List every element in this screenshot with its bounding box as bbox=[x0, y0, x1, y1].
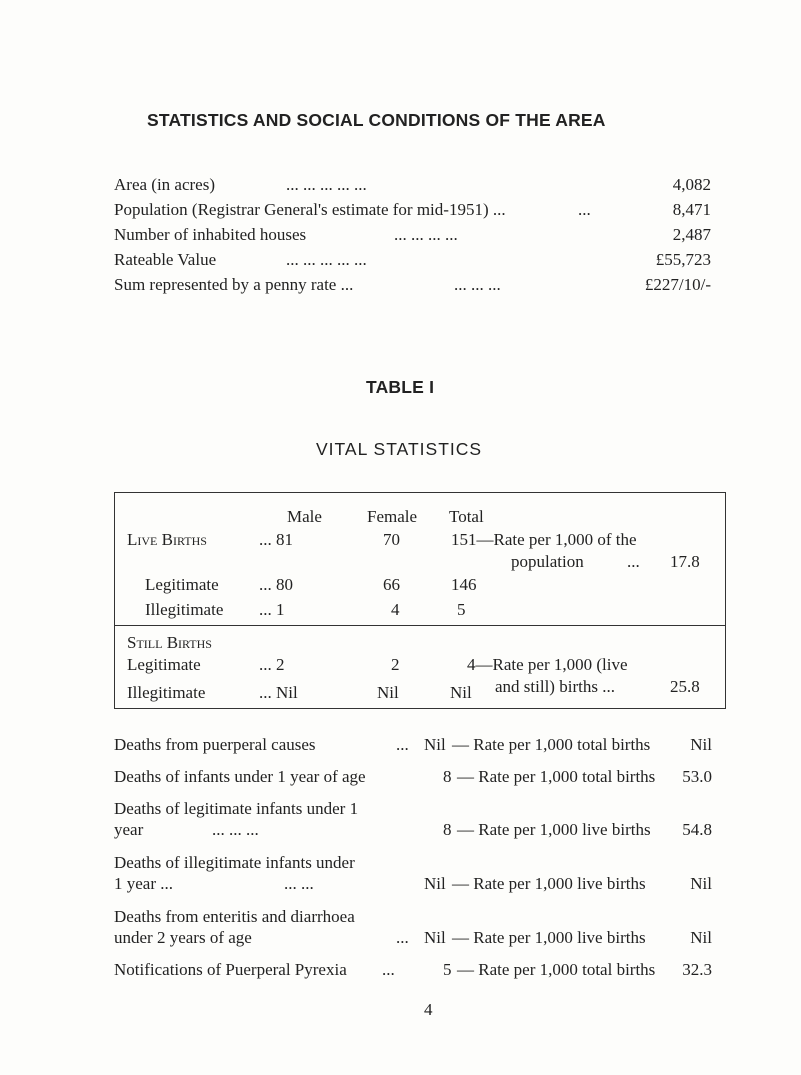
deaths-list bbox=[114, 735, 712, 1035]
death-row-label-2: 1 year ... bbox=[114, 874, 174, 893]
death-row-label: Deaths of legitimate infants under 1 bbox=[114, 799, 359, 818]
live-legitimate-label: Legitimate bbox=[145, 575, 219, 594]
table-divider bbox=[115, 625, 725, 626]
header-male: Male bbox=[287, 507, 322, 526]
death-row-label: Deaths from enteritis and diarrhoea bbox=[114, 907, 355, 926]
death-row-label: Deaths of illegitimate infants under bbox=[114, 853, 355, 872]
death-row-count: Nil bbox=[424, 928, 446, 947]
still-births-label: Still Births bbox=[127, 633, 212, 652]
death-row-rate-value: Nil bbox=[690, 735, 712, 754]
death-row-rate-text: — Rate per 1,000 live births bbox=[457, 820, 651, 839]
death-row-label: Notifications of Puerperal Pyrexia bbox=[114, 960, 347, 979]
death-row-rate-value: 32.3 bbox=[682, 960, 712, 979]
still-legitimate-label: Legitimate bbox=[127, 655, 201, 674]
still-illegitimate-label: Illegitimate bbox=[127, 683, 206, 702]
still-births-rate-value: 25.8 bbox=[670, 677, 700, 696]
death-row-dots: ... ... ... bbox=[212, 820, 259, 839]
stat-leader-dots: ... ... ... bbox=[454, 275, 501, 294]
live-legitimate-female: 66 bbox=[383, 575, 400, 594]
live-births-total-value: 151 bbox=[451, 530, 477, 549]
death-row-rate-value: 53.0 bbox=[682, 767, 712, 786]
still-births-rate-text: —Rate per 1,000 (live bbox=[475, 655, 628, 674]
death-row-count: 8 bbox=[443, 767, 452, 786]
death-row-dots: ... ... bbox=[284, 874, 314, 893]
area-stat-row bbox=[114, 175, 711, 199]
live-births-female: 70 bbox=[383, 530, 400, 549]
live-births-rate-value: 17.8 bbox=[670, 552, 700, 571]
death-row-count: Nil bbox=[424, 874, 446, 893]
death-row-count: 5 bbox=[443, 960, 452, 979]
area-stat-row bbox=[114, 225, 711, 249]
area-stat-row bbox=[114, 275, 711, 299]
stat-value: 4,082 bbox=[672, 175, 711, 194]
live-births-rate-text-2: population bbox=[511, 552, 584, 571]
area-stat-row bbox=[114, 200, 711, 224]
table-subtitle: VITAL STATISTICS bbox=[316, 439, 483, 459]
death-row-count: Nil bbox=[424, 735, 446, 754]
live-births-rate-text: —Rate per 1,000 of the bbox=[476, 530, 637, 549]
still-births-rate-text-2: and still) births ... bbox=[495, 677, 615, 696]
death-row-rate-text: — Rate per 1,000 total births bbox=[457, 960, 656, 979]
stat-leader-dots: ... ... ... ... ... bbox=[286, 250, 367, 269]
live-births-rate-dots: ... bbox=[627, 552, 640, 571]
stat-label: Rateable Value bbox=[114, 250, 217, 269]
stat-leader-dots: ... ... ... ... bbox=[394, 225, 458, 244]
stat-value: £55,723 bbox=[655, 250, 711, 269]
death-row-dots: ... bbox=[396, 735, 409, 754]
death-row-label: Deaths from puerperal causes bbox=[114, 735, 316, 754]
live-legitimate-male: ... 80 bbox=[259, 575, 293, 594]
death-row-dots: ... bbox=[396, 928, 409, 947]
table-title: TABLE I bbox=[366, 377, 435, 397]
death-row-rate-value: Nil bbox=[690, 874, 712, 893]
death-row-label-2: under 2 years of age bbox=[114, 928, 252, 947]
stat-label: Area (in acres) bbox=[114, 175, 215, 194]
still-illegitimate-female: Nil bbox=[377, 683, 399, 702]
stat-value: 2,487 bbox=[672, 225, 711, 244]
death-row-rate-text: — Rate per 1,000 live births bbox=[452, 874, 646, 893]
stat-label: Sum represented by a penny rate ... bbox=[114, 275, 354, 294]
still-legitimate-total bbox=[467, 655, 628, 675]
live-legitimate-total: 146 bbox=[451, 575, 477, 594]
page-title: STATISTICS AND SOCIAL CONDITIONS OF THE AREA bbox=[147, 110, 606, 130]
still-births-total-value: 4 bbox=[467, 655, 476, 674]
live-births-male: ... 81 bbox=[259, 530, 293, 549]
still-illegitimate-total: Nil bbox=[450, 683, 472, 702]
death-row-rate-text: — Rate per 1,000 total births bbox=[452, 735, 651, 754]
death-row-rate-value: Nil bbox=[690, 928, 712, 947]
death-row-rate-text: — Rate per 1,000 total births bbox=[457, 767, 656, 786]
vital-statistics-table bbox=[114, 492, 726, 709]
header-total: Total bbox=[449, 507, 484, 526]
death-row-label: Deaths of infants under 1 year of age bbox=[114, 767, 366, 786]
still-legitimate-female: 2 bbox=[391, 655, 400, 674]
death-row-count: 8 bbox=[443, 820, 452, 839]
area-stat-row bbox=[114, 250, 711, 274]
stat-label: Number of inhabited houses bbox=[114, 225, 307, 244]
stat-leader-dots: ... bbox=[578, 200, 591, 219]
header-female: Female bbox=[367, 507, 418, 526]
page-number: 4 bbox=[424, 1000, 433, 1019]
live-illegitimate-total: 5 bbox=[457, 600, 466, 619]
stat-value: £227/10/- bbox=[644, 275, 711, 294]
death-row-dots: ... bbox=[382, 960, 395, 979]
live-illegitimate-male: ... 1 bbox=[259, 600, 285, 619]
live-births-label: Live Births bbox=[127, 530, 207, 549]
still-legitimate-male: ... 2 bbox=[259, 655, 285, 674]
death-row-label-2: year bbox=[114, 820, 144, 839]
live-illegitimate-female: 4 bbox=[391, 600, 400, 619]
stat-value: 8,471 bbox=[672, 200, 711, 219]
live-births-total bbox=[451, 530, 637, 550]
stat-label: Population (Registrar General's estimate for mid-1951) ... bbox=[114, 200, 506, 219]
still-illegitimate-male: ... Nil bbox=[259, 683, 298, 702]
death-row-rate-text: — Rate per 1,000 live births bbox=[452, 928, 646, 947]
stat-leader-dots: ... ... ... ... ... bbox=[286, 175, 367, 194]
death-row-rate-value: 54.8 bbox=[682, 820, 712, 839]
live-illegitimate-label: Illegitimate bbox=[145, 600, 224, 619]
area-stats-list bbox=[114, 175, 711, 305]
